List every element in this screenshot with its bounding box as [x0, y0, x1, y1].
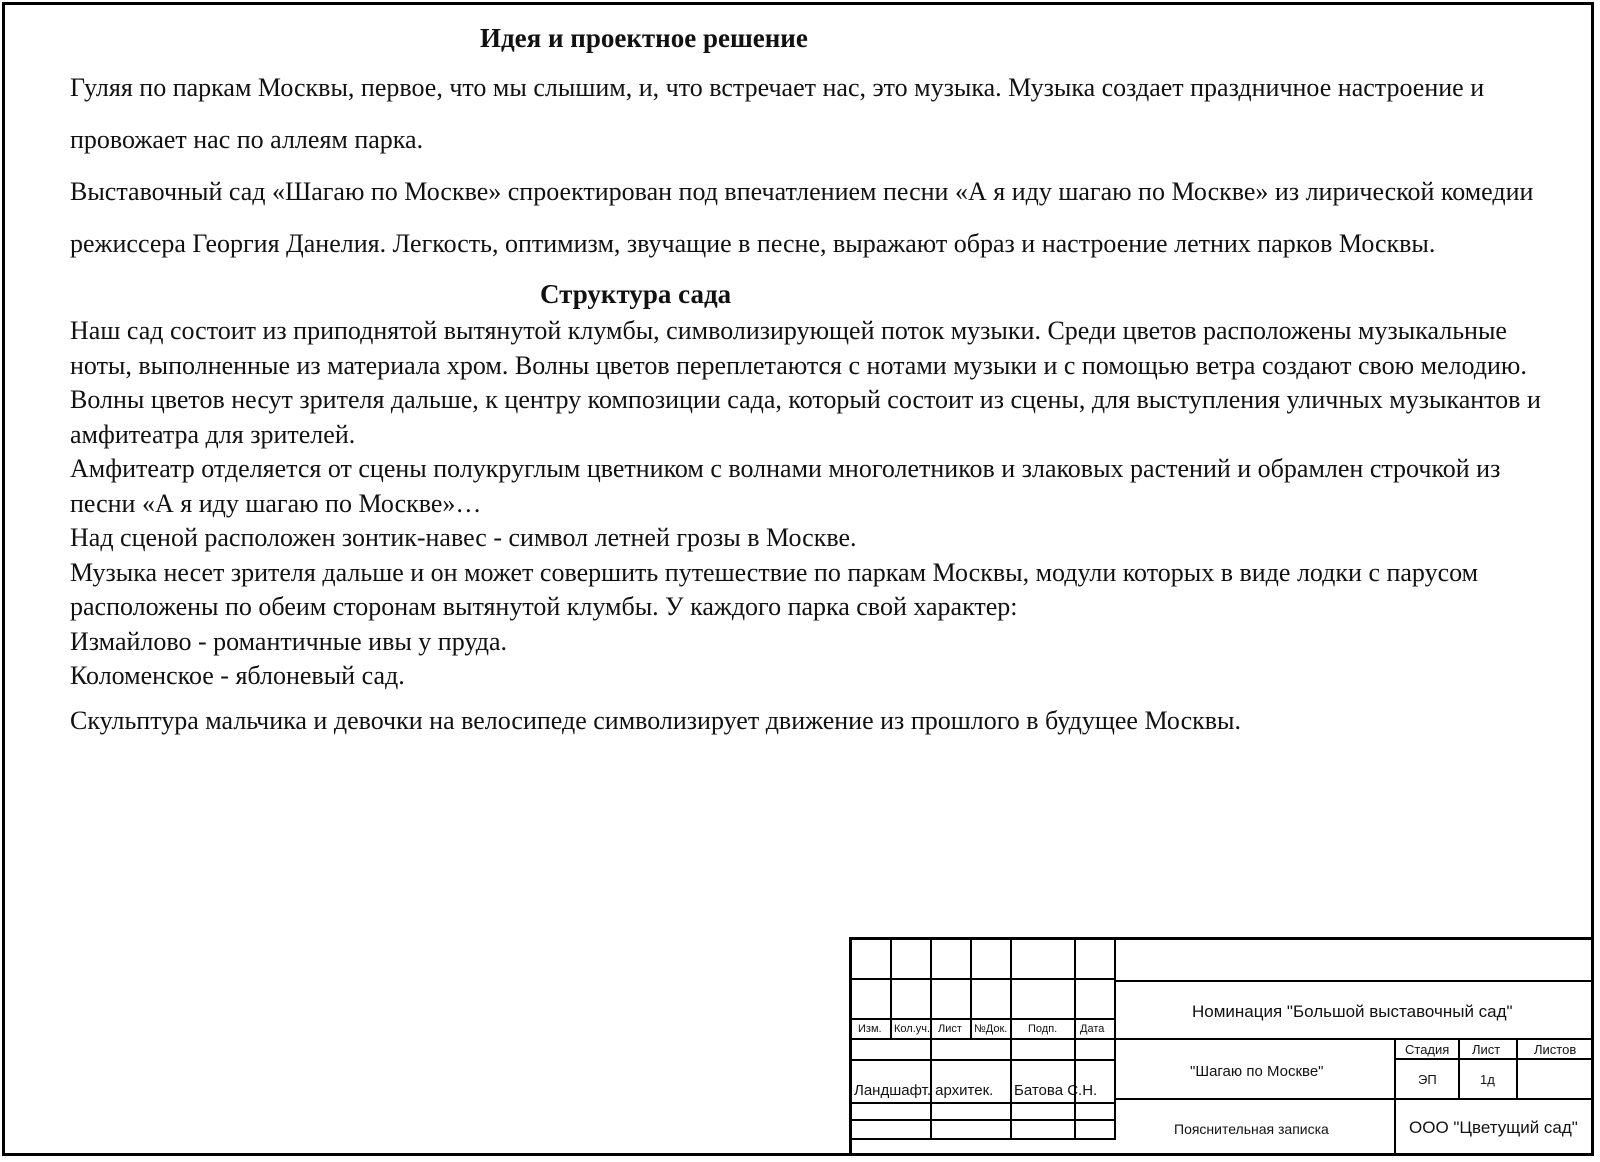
- stamp-header-koluch: Кол.уч.: [894, 1023, 931, 1035]
- stamp-cell: [972, 980, 1012, 1020]
- stamp-cell: [892, 940, 932, 980]
- stamp-nomination: Номинация "Большой выставочный сад": [1192, 1002, 1513, 1021]
- stamp-header-izm: Изм.: [858, 1023, 882, 1035]
- stamp-cell: [1012, 1104, 1076, 1121]
- heading-structure: Структура сада: [540, 279, 732, 309]
- stamp-header-podp: Подп.: [1028, 1023, 1058, 1035]
- stamp-cell: [852, 1121, 932, 1140]
- stamp-cell: [852, 980, 892, 1020]
- stamp-sheet-value: 1д: [1480, 1072, 1495, 1087]
- structure-paragraph-7: Коломенское - яблоневый сад.: [70, 661, 405, 690]
- intro-paragraph-2: Выставочный сад «Шагаю по Москве» спроектирован под впечатлением песни «А я иду шагаю по Москве» из лирической комедии режиссера Георгия Данелия. Легкость, оптимизм, звучащие в песне, выражают образ и настроение летних парков Москвы.: [70, 177, 1534, 258]
- stamp-header-list: Лист: [938, 1023, 962, 1035]
- stamp-cell: [932, 1040, 1012, 1061]
- structure-paragraph-3: Амфитеатр отделяется от сцены полукруглым цветником с волнами многолетников и злаковых растений и обрамлен строчкой из песни «А я иду шагаю по Москве»…: [70, 454, 1501, 518]
- stamp-header-ndok: №Док.: [974, 1023, 1008, 1035]
- stamp-cell: [972, 940, 1012, 980]
- structure-paragraph-2: Волны цветов несут зрителя дальше, к центру композиции сада, который состоит из сцены, для выступления уличных музыкантов и амфитеатра для зрителей.: [70, 385, 1541, 449]
- stamp-sheets-value-cell: [1518, 1060, 1594, 1100]
- intro-paragraph-1: Гуляя по паркам Москвы, первое, что мы слышим, и, что встречает нас, это музыка. Музыка создает праздничное настроение и провожает нас по аллеям парка.: [70, 73, 1485, 154]
- stamp-cell: [932, 940, 972, 980]
- stamp-cell: [852, 940, 892, 980]
- closing-paragraph: Скульптура мальчика и девочки на велосипеде символизирует движение из прошлого в будущее Москвы.: [70, 705, 1241, 735]
- stamp-stage-header: Стадия: [1405, 1042, 1450, 1057]
- stamp-cell: [1012, 1121, 1076, 1140]
- stamp-cell: [852, 1040, 932, 1061]
- stamp-organization: ООО "Цветущий сад": [1409, 1118, 1578, 1137]
- stamp-cell: [892, 980, 932, 1020]
- stamp-cell: [1076, 980, 1116, 1020]
- structure-paragraph-4: Над сценой расположен зонтик-навес - символ летней грозы в Москве.: [70, 523, 857, 552]
- document-body: [70, 18, 1570, 738]
- stamp-cell: [1012, 980, 1076, 1020]
- stamp-sheet-header: Лист: [1472, 1042, 1501, 1057]
- stamp-header-data: Дата: [1080, 1023, 1105, 1035]
- stamp-cell: [932, 1121, 1012, 1140]
- stamp-role: Ландшафт. архитек.: [854, 1082, 994, 1099]
- stamp-cell: [852, 1104, 932, 1121]
- stamp-top-cell: [1116, 940, 1594, 982]
- title-block: [849, 937, 1594, 1156]
- stamp-person: Батова С.Н.: [1014, 1082, 1098, 1099]
- stamp-stage-value: ЭП: [1418, 1072, 1437, 1087]
- stamp-sheets-header: Листов: [1534, 1042, 1577, 1057]
- stamp-cell: [1012, 940, 1076, 980]
- structure-paragraph-6: Измайлово - романтичные ивы у пруда.: [70, 626, 508, 656]
- stamp-cell: [932, 1104, 1012, 1121]
- stamp-cell: [1076, 940, 1116, 980]
- structure-paragraph-5: Музыка несет зрителя дальше и он может совершить путешествие по паркам Москвы, модули которых в виде лодки с парусом расположены по обеим сторонам вытянутой клумбы. У каждого парка свой характер:: [70, 557, 1479, 621]
- stamp-cell: [1076, 1121, 1116, 1140]
- stamp-cell: [1076, 1040, 1116, 1061]
- stamp-cell: [1012, 1040, 1076, 1061]
- stamp-cell: [1076, 1104, 1116, 1121]
- stamp-doc-title: Пояснительная записка: [1174, 1121, 1329, 1137]
- structure-paragraph-1: Наш сад состоит из приподнятой вытянутой клумбы, символизирующей поток музыки. Среди цветов расположены музыкальные ноты, выполненные из материала хром. Волны цветов переплетаются с нотами музыки и с помощью ветра создают свою мелодию.: [70, 316, 1527, 380]
- stamp-project-name: "Шагаю по Москве": [1190, 1063, 1324, 1080]
- stamp-cell: [932, 980, 972, 1020]
- heading-idea: Идея и проектное решение: [480, 23, 808, 53]
